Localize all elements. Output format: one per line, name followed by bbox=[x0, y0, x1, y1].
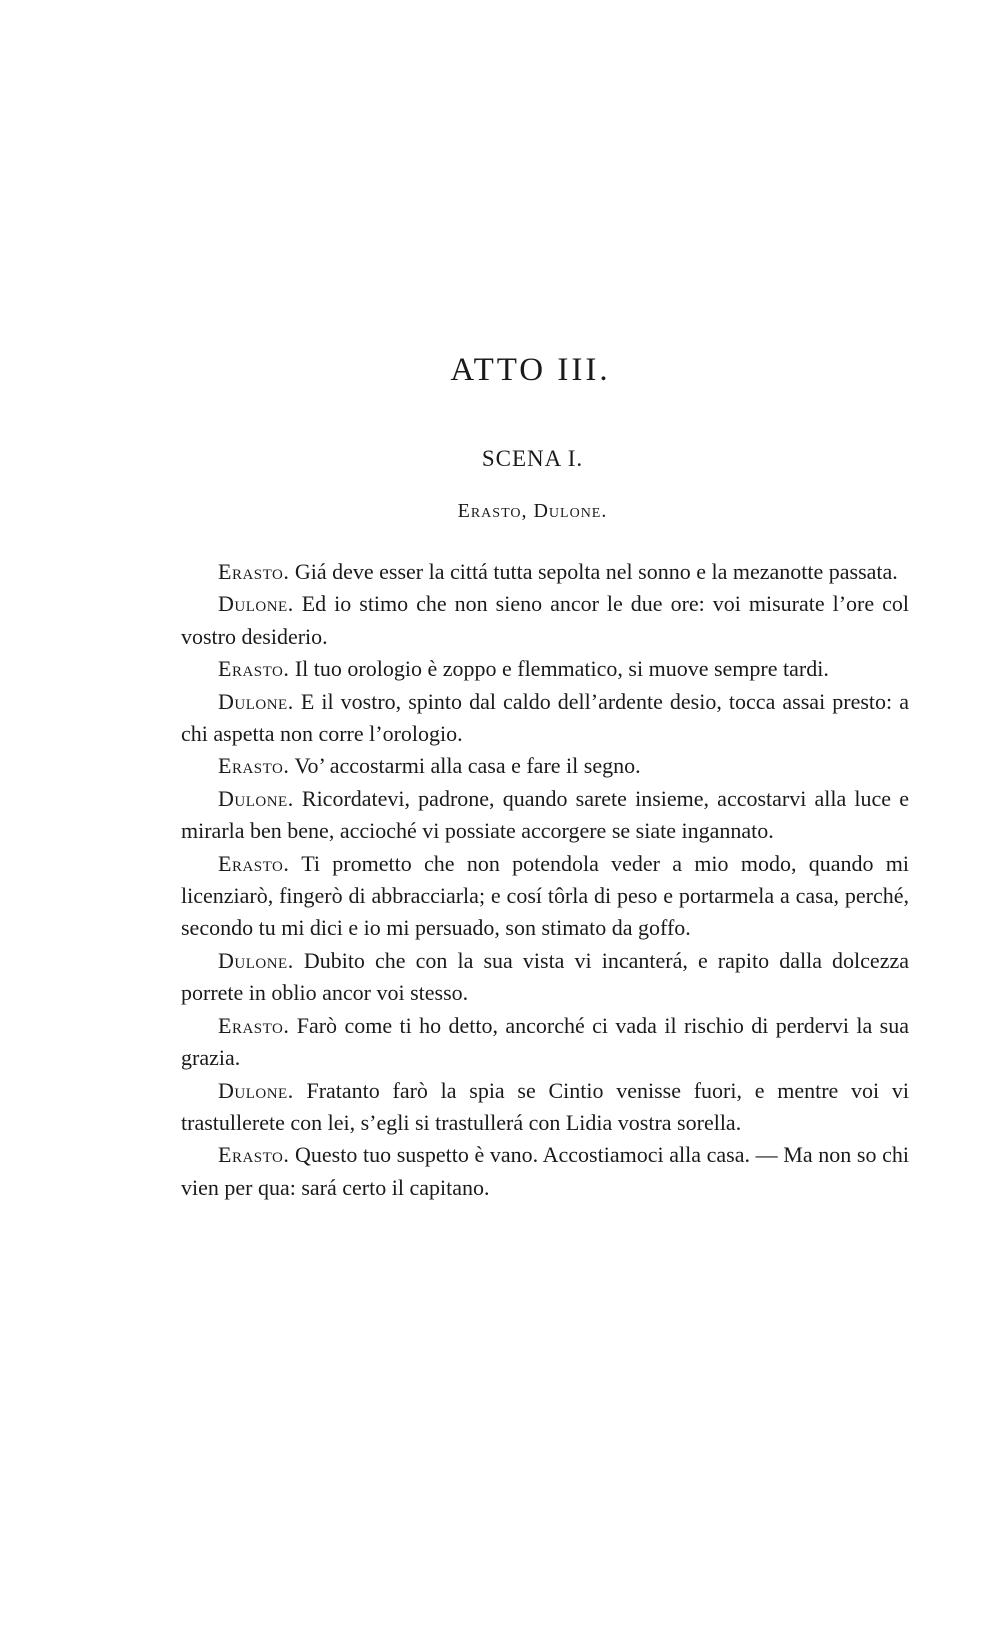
speech-text: Ricordatevi, padrone, quando sarete insieme, accostarvi alla luce e mirarla ben bene, accioché vi possiate accorgere se siate ingannato. bbox=[181, 785, 909, 844]
dialogue-paragraph bbox=[181, 1139, 909, 1204]
dialogue-paragraph bbox=[181, 783, 909, 848]
act-title: ATTO III. bbox=[450, 352, 611, 388]
speech-text: Dubito che con la sua vista vi incanterá, e rapito dalla dolcezza porrete in oblio ancor voi stesso. bbox=[181, 947, 909, 1006]
speech-text: Farò come ti ho detto, ancorché ci vada il rischio di perdervi la sua grazia. bbox=[181, 1012, 909, 1071]
scene-characters: Erasto, Dulone. bbox=[457, 500, 608, 522]
speaker-name: Erasto. bbox=[218, 753, 290, 779]
speaker-name: Erasto. bbox=[218, 1012, 290, 1038]
dialogue-paragraph bbox=[181, 945, 909, 1010]
dialogue-body bbox=[181, 556, 909, 1204]
dialogue-paragraph bbox=[181, 848, 909, 945]
speaker-name: Dulone. bbox=[218, 947, 294, 973]
dialogue-paragraph bbox=[181, 588, 909, 653]
dialogue-paragraph bbox=[181, 653, 909, 685]
speech-text: E il vostro, spinto dal caldo dell’ardente desio, tocca assai presto: a chi aspetta non corre l’orologio. bbox=[181, 688, 909, 747]
dialogue-paragraph bbox=[181, 1010, 909, 1075]
speaker-name: Dulone. bbox=[218, 785, 294, 811]
dialogue-paragraph bbox=[181, 686, 909, 751]
speech-text: Ed io stimo che non sieno ancor le due ore: voi misurate l’ore col vostro desiderio. bbox=[181, 591, 910, 649]
dialogue-paragraph bbox=[181, 750, 909, 782]
speech-text: Questo tuo suspetto è vano. Accostiamoci alla casa. — Ma non so chi vien per qua: sará certo il capitano. bbox=[181, 1142, 910, 1200]
speaker-name: Dulone. bbox=[218, 688, 294, 714]
speaker-name: Erasto. bbox=[218, 1142, 290, 1168]
speech-text: Il tuo orologio è zoppo e flemmatico, si muove sempre tardi. bbox=[294, 656, 829, 682]
speaker-name: Erasto. bbox=[218, 850, 290, 876]
speaker-name: Dulone. bbox=[218, 591, 294, 617]
scene-title: SCENA I. bbox=[481, 446, 584, 471]
speaker-name: Erasto. bbox=[218, 656, 290, 682]
speech-text: Vo’ accostarmi alla casa e fare il segno. bbox=[294, 753, 641, 779]
speaker-name: Dulone. bbox=[218, 1077, 294, 1103]
dialogue-paragraph bbox=[181, 1075, 909, 1140]
speech-text: Fratanto farò la spia se Cintio venisse fuori, e mentre voi vi trastullerete con lei, s’egli si trastullerá con Lidia vostra sorella. bbox=[181, 1077, 910, 1135]
speaker-name: Erasto. bbox=[218, 559, 290, 584]
dialogue-paragraph bbox=[181, 556, 909, 588]
speech-text: Giá deve esser la cittá tutta sepolta nel sonno e la mezanotte passata. bbox=[294, 559, 898, 584]
speech-text: Ti prometto che non potendola veder a mio modo, quando mi licenziarò, fingerò di abbracciarla; e cosí tôrla di peso e portarmela a casa, perché, secondo tu mi dici e io mi persuado, son stimato da goffo. bbox=[181, 850, 909, 941]
